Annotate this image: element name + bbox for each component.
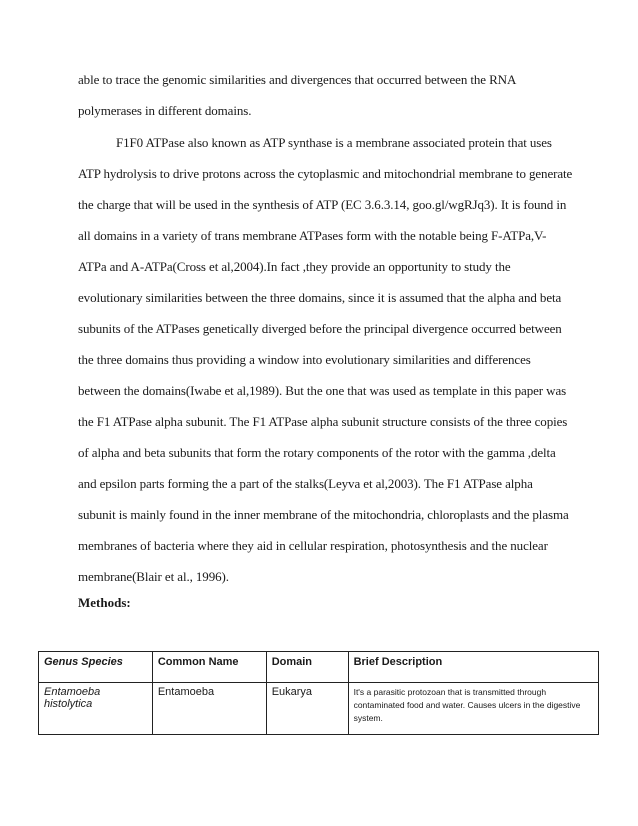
body-line: polymerases in different domains.	[78, 103, 252, 118]
cell-common-name: Entamoeba	[152, 683, 266, 735]
body-line: the F1 ATPase alpha subunit. The F1 ATPase alpha subunit structure consists of the three copies	[78, 414, 568, 429]
body-line: ATP hydrolysis to drive protons across the cytoplasmic and mitochondrial membrane to generate	[78, 166, 573, 181]
header-genus-species: Genus Species	[39, 652, 153, 683]
body-line: able to trace the genomic similarities and divergences that occurred between the RNA	[78, 72, 517, 87]
body-line: membranes of bacteria where they aid in cellular respiration, photosynthesis and the nuclear	[78, 538, 548, 553]
methods-heading: Methods:	[78, 595, 131, 610]
cell-genus-species: Entamoeba histolytica	[39, 683, 153, 735]
header-brief-description: Brief Description	[348, 652, 598, 683]
body-line: and epsilon parts forming the a part of the stalks(Leyva et al,2003). The F1 ATPase alpha	[78, 476, 533, 491]
body-line: subunits of the ATPases genetically diverged before the principal divergence occurred between	[78, 321, 562, 336]
body-line: F1F0 ATPase also known as ATP synthase is a membrane associated protein that uses	[116, 135, 552, 150]
body-line: ATPa and A-ATPa(Cross et al,2004).In fact ,they provide an opportunity to study the	[78, 259, 511, 274]
body-line: subunit is mainly found in the inner membrane of the mitochondria, chloroplasts and the plasma	[78, 507, 569, 522]
table-header-row	[39, 652, 599, 683]
body-line: all domains in a variety of trans membrane ATPases form with the notable being F-ATPa,V-	[78, 228, 547, 243]
body-line: between the domains(Iwabe et al,1989). But the one that was used as template in this paper was	[78, 383, 567, 398]
body-line: the three domains thus providing a window into evolutionary similarities and differences	[78, 352, 531, 367]
species-table	[38, 651, 599, 735]
header-domain: Domain	[266, 652, 348, 683]
body-line: the charge that will be used in the synthesis of ATP (EC 3.6.3.14, goo.gl/wgRJq3). It is found in	[78, 197, 567, 212]
body-line: membrane(Blair et al., 1996).	[78, 569, 229, 584]
cell-domain: Eukarya	[266, 683, 348, 735]
table-row	[39, 683, 599, 735]
header-common-name: Common Name	[152, 652, 266, 683]
body-line: evolutionary similarities between the three domains, since it is assumed that the alpha and beta	[78, 290, 562, 305]
cell-brief-description: It's a parasitic protozoan that is transmitted through contaminated food and water. Causes ulcers in the digestive system.	[348, 683, 598, 735]
body-line: of alpha and beta subunits that form the rotary components of the rotor with the gamma ,delta	[78, 445, 556, 460]
